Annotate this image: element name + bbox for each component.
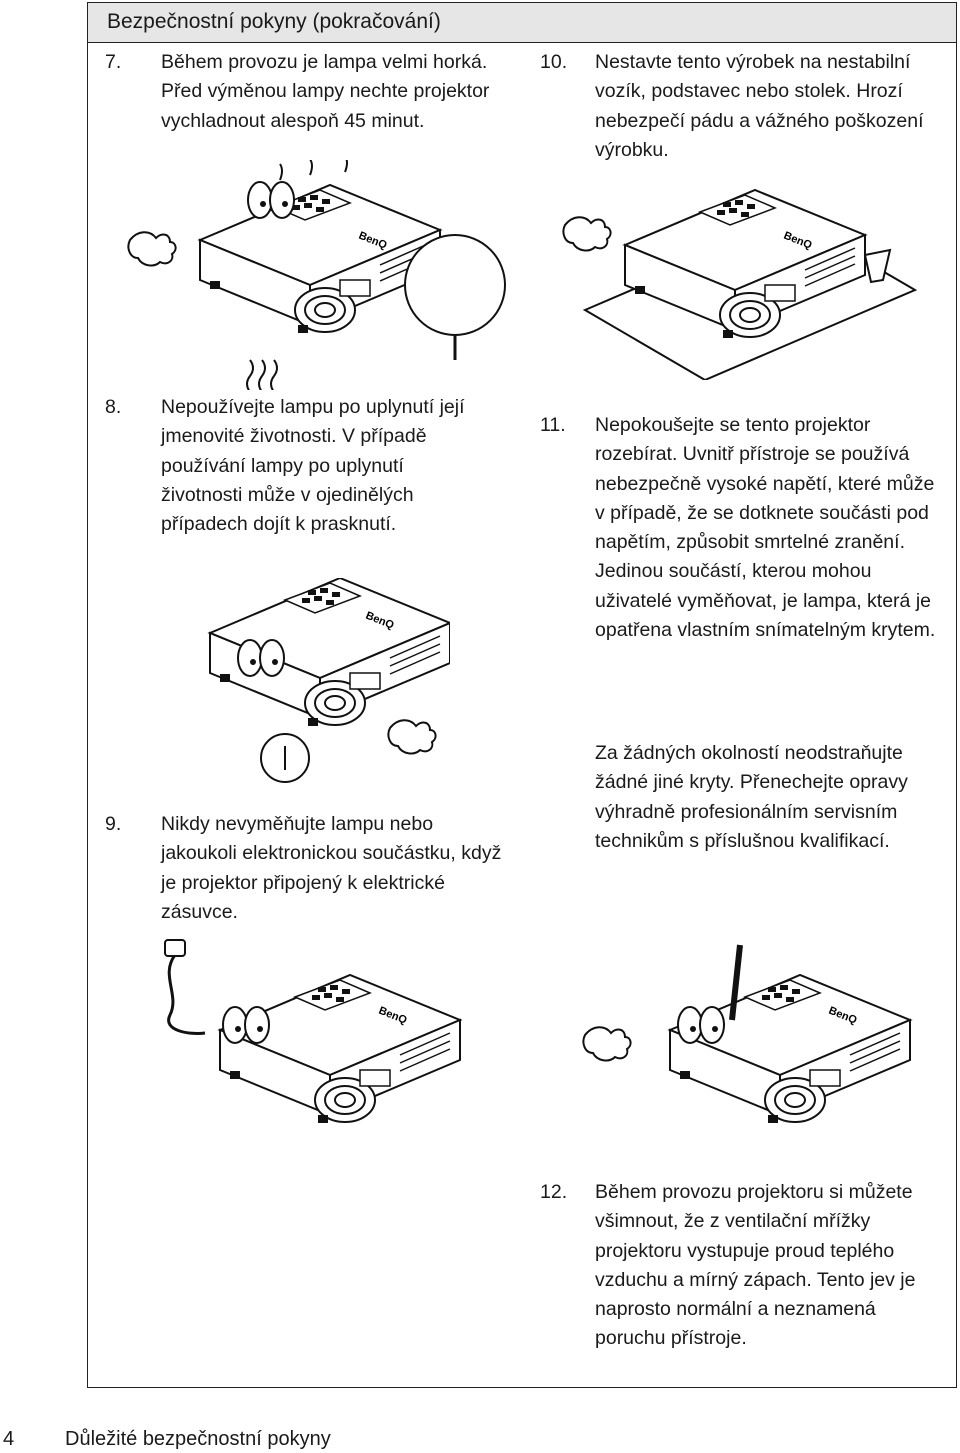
sweat-drops-icon — [280, 160, 347, 180]
item-number: 11. — [540, 414, 566, 436]
item-text: Nestavte tento výrobek na nestabilní vozík, podstavec nebo stolek. Hrozí nebezpečí pádu a vážného poškození výrobku. — [595, 51, 924, 161]
brand-logo: BenQ — [356, 229, 389, 252]
heat-waves-icon — [247, 360, 277, 390]
disassembly-illustration — [570, 935, 950, 1165]
waving-hand-icon — [563, 217, 610, 250]
brand-logo: BenQ — [826, 1004, 859, 1027]
item-text: Nepoužívejte lampu po uplynutí její jmenovité životnosti. V případě používání lampy po uplynutí životnosti může v ojedinělých případech dojít k prasknutí. — [161, 396, 465, 536]
item-number: 12. — [540, 1181, 568, 1203]
page-number: 4 — [3, 1428, 15, 1450]
item-number: 8. — [105, 396, 122, 418]
lamp-burst-illustration — [160, 578, 450, 798]
item-text: Nepokoušejte se tento projektor rozebírat. Uvnitř přístroje se používá nebezpečně vysoké napětí, které může v případě, že se dotknete součásti pod napětím, způsobit smrtelné zranění. Jedinou součástí, kterou mohou uživatelé vyměňovat, je lampa, která je opatřena vlastním snímatelným krytem. — [595, 414, 936, 642]
hand-fan-icon — [405, 235, 505, 335]
power-plug-illustration — [150, 935, 470, 1145]
brand-logo: BenQ — [363, 609, 396, 632]
footer-section-title: Důležité bezpečnostní pokyny — [65, 1428, 331, 1450]
item-text-extra: Za žádných okolností neodstraňujte žádné jiné kryty. Přenechejte opravy výhradně profesionálním servisním technikům s příslušnou kvalifikací. — [595, 742, 908, 852]
item-text: Během provozu projektoru si můžete všimnout, že z ventilační mřížky projektoru vystupuje proud teplého vzduchu a mírný zápach. Tento jev je naprosto normální a neznamená poruchu přístroje. — [595, 1181, 916, 1350]
section-header — [88, 3, 956, 43]
power-plug-icon — [165, 940, 185, 956]
waving-hand-icon — [388, 720, 435, 753]
waving-hand-icon — [128, 232, 175, 265]
item-text: Nikdy nevyměňujte lampu nebo jakoukoli elektronickou součástku, když je projektor připojený k elektrické zásuvce. — [161, 813, 502, 923]
waving-hand-icon — [583, 1027, 630, 1060]
item-number: 10. — [540, 51, 568, 73]
item-number: 9. — [105, 813, 122, 835]
brand-logo: BenQ — [781, 229, 814, 252]
hot-projector-illustration — [110, 160, 510, 390]
unstable-table-illustration — [545, 180, 945, 380]
brand-logo: BenQ — [376, 1004, 409, 1027]
power-cord-icon — [169, 955, 205, 1033]
item-number: 7. — [105, 51, 122, 73]
item-text: Během provozu je lampa velmi horká. Před výměnou lampy nechte projektor vychladnout alespoň 45 minut. — [161, 51, 490, 132]
section-title: Bezpečnostní pokyny (pokračování) — [107, 10, 441, 33]
